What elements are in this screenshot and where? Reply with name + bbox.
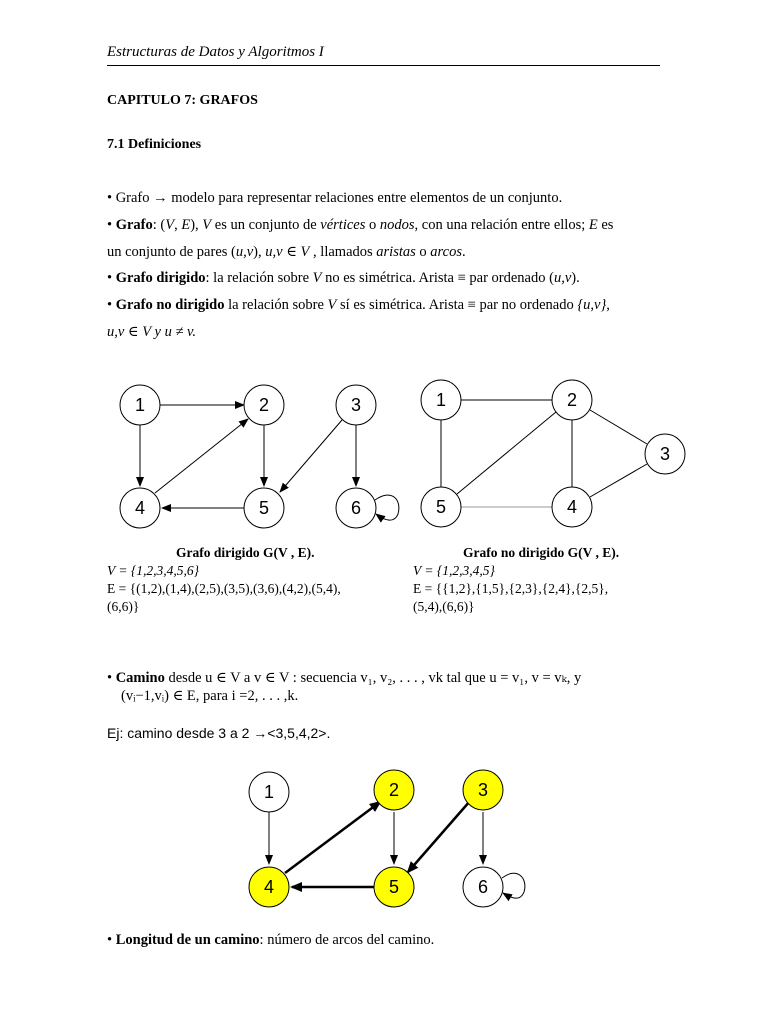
undirected-nodes: [421, 380, 685, 527]
term-grafo: Grafo: [115, 217, 153, 233]
caption-title-text: Grafo dirigido G(V , E).: [176, 545, 315, 560]
node-label-1: 1: [134, 395, 146, 415]
undirected-caption-V: V = {1,2,3,4,5}: [413, 563, 495, 578]
text: es un conjunto de: [211, 217, 321, 233]
term-arcos: arcos: [430, 244, 462, 260]
math-uv-in-V: u,v ∈ V: [265, 244, 310, 260]
node-label-5: 5: [435, 497, 447, 517]
node-label-5: 5: [388, 877, 400, 897]
term-camino: Camino: [115, 670, 165, 686]
caption-title-text: Grafo no dirigido G(V , E).: [463, 545, 620, 560]
node-label-2: 2: [388, 780, 400, 800]
term-longitud: Longitud de un camino: [115, 932, 260, 948]
text: ),: [253, 244, 266, 260]
math-V: V: [312, 270, 322, 286]
edge-4-3: [590, 464, 647, 497]
text: ).: [571, 270, 580, 286]
edge-2-5: [457, 412, 556, 494]
undirected-edges: [441, 400, 647, 507]
node-label-6: 6: [350, 498, 362, 518]
edge-3-5: [280, 420, 342, 492]
text: ),: [190, 217, 203, 233]
bullet: •: [107, 670, 116, 686]
math-V: V: [202, 217, 212, 233]
text: : número de arcos del camino.: [259, 932, 435, 948]
directed-nodes: [120, 385, 376, 528]
directed-caption-V: V = {1,2,3,4,5,6}: [107, 563, 200, 578]
node-label-1: 1: [263, 782, 275, 802]
camino-example: Ej: camino desde 3 a 2 →<3,5,4,2>.: [107, 725, 331, 741]
edge-6-6: [502, 873, 525, 898]
text: sí es simétrica. Arista ≡ par no ordenado: [336, 297, 578, 313]
text: o: [365, 217, 380, 233]
node-label-3: 3: [477, 780, 489, 800]
def-longitud: [107, 932, 434, 949]
bullet: •: [107, 932, 116, 948]
text: ,: [606, 297, 610, 313]
text: es: [597, 217, 614, 233]
text: ,: [174, 217, 182, 233]
term-aristas: aristas: [376, 244, 416, 260]
bullet: •: [107, 297, 116, 313]
term-nodos: nodos: [379, 217, 415, 233]
section-title: 7.1 Definiciones: [107, 137, 202, 152]
text: no es simétrica. Arista ≡ par ordenado (: [321, 270, 554, 286]
math-V: V: [327, 297, 337, 313]
node-label-6: 6: [477, 877, 489, 897]
math-E: E: [588, 217, 598, 233]
node-label-2: 2: [258, 395, 270, 415]
text: la relación sobre: [224, 297, 328, 313]
math-E: E: [181, 217, 191, 233]
term-grafo-no-dirigido: Grafo no dirigido: [115, 297, 225, 313]
node-label-2: 2: [566, 390, 578, 410]
node-label-1: 1: [435, 390, 447, 410]
edge-4-2: [155, 419, 248, 493]
def-camino-line1: [107, 670, 581, 687]
node-label-4: 4: [134, 498, 146, 518]
undirected-caption-E2: (5,4),(6,6)}: [413, 599, 475, 614]
chapter-title: CAPITULO 7: GRAFOS: [107, 93, 258, 108]
text: desde u ∈ V a v ∈ V : secuencia v₁, v₂, . . . , vk tal que u = v₁, v = vₖ, y: [164, 670, 582, 686]
math-uv: u,v: [235, 244, 254, 260]
edge-2-3: [590, 410, 647, 444]
directed-caption-title: [176, 545, 315, 561]
edge-4-2: [285, 802, 380, 873]
node-label-3: 3: [659, 444, 671, 464]
term-vertices: vértices: [320, 217, 366, 233]
text: o: [415, 244, 431, 260]
directed-caption-E2: (6,6)}: [107, 599, 140, 614]
edge-6-6: [375, 495, 399, 520]
def-camino-line2: (vᵢ−1,vᵢ) ∈ E, para i =2, . . . ,k.: [121, 688, 299, 704]
def-grafo-no-dirigido-line2: u,v ∈ V y u ≠ v.: [107, 324, 197, 340]
def-grafo-intro: • Grafo → modelo para representar relaciones entre elementos de un conjunto.: [107, 190, 563, 206]
bullet: •: [107, 217, 116, 233]
math-uv: u,v: [553, 270, 572, 286]
undirected-caption-E1: E = {{1,2},{1,5},{2,3},{2,4},{2,5},: [413, 581, 609, 596]
running-header: Estructuras de Datos y Algoritmos I: [107, 44, 324, 60]
math-V: V: [165, 217, 175, 233]
directed-caption-E1: E = {(1,2),(1,4),(2,5),(3,5),(3,6),(4,2),(5,4),: [107, 581, 341, 596]
math-uv-set: {u,v}: [577, 297, 607, 313]
path-nodes: [249, 770, 503, 907]
text: , con una relación entre ellos;: [414, 217, 589, 233]
text: , llamados: [309, 244, 377, 260]
node-label-3: 3: [350, 395, 362, 415]
bullet: •: [107, 270, 116, 286]
text: : (: [152, 217, 166, 233]
node-label-5: 5: [258, 498, 270, 518]
node-label-4: 4: [566, 497, 578, 517]
term-grafo-dirigido: Grafo dirigido: [115, 270, 206, 286]
undirected-caption-title: [463, 545, 619, 561]
text: .: [461, 244, 466, 260]
edge-3-5: [408, 801, 470, 872]
text: un conjunto de pares (: [107, 244, 236, 260]
text: : la relación sobre: [205, 270, 313, 286]
node-label-4: 4: [263, 877, 275, 897]
